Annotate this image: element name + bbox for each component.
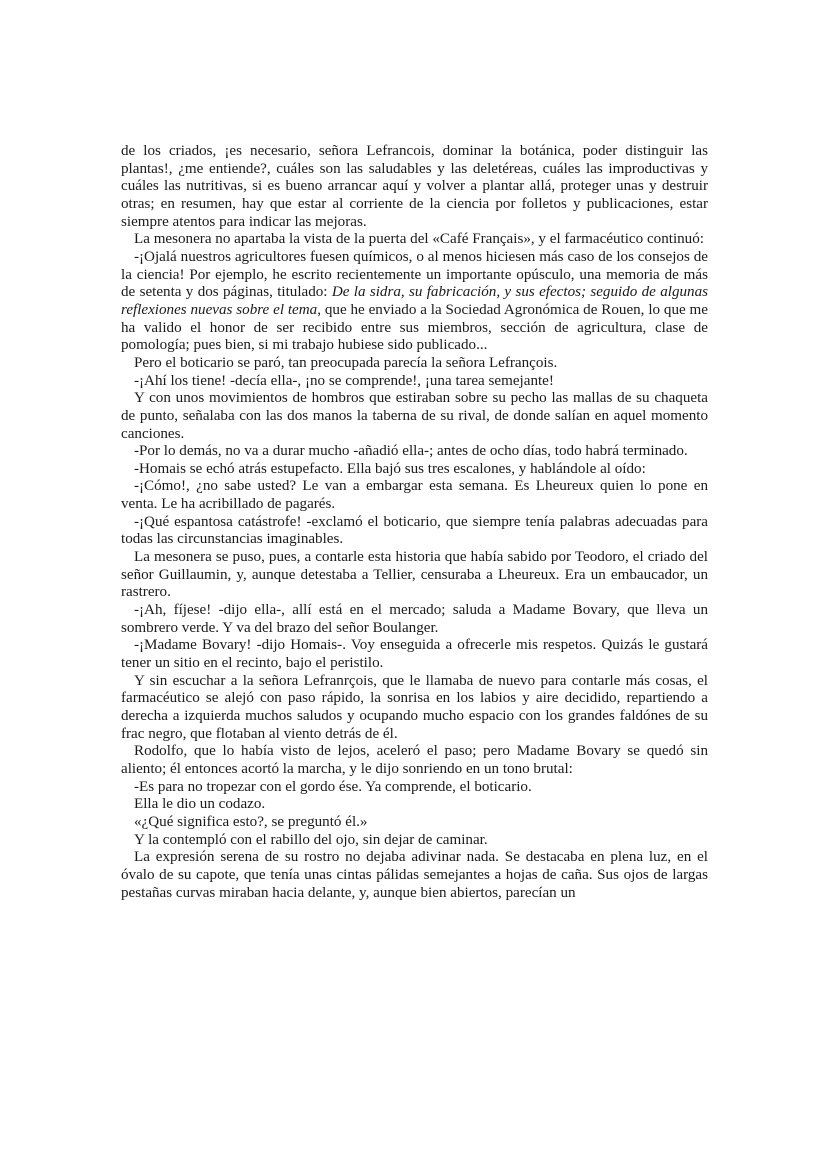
paragraph: Rodolfo, que lo había visto de lejos, aceleró el paso; pero Madame Bovary se quedó sin aliento; él entonces acortó la marcha, y le dijo sonriendo en un tono brutal:	[121, 743, 708, 777]
paragraph-with-italic-title	[121, 249, 708, 355]
paragraph: -¡Madame Bovary! -dijo Homais-. Voy enseguida a ofrecerle mis respetos. Quizás le gustará tener un sitio en el recinto, bajo el peristilo.	[121, 637, 708, 672]
paragraph: -¡Qué espantosa catástrofe! -exclamó el boticario, que siempre tenía palabras adecuadas para todas las circunstancias imaginables.	[121, 513, 708, 548]
paragraph: Ella le dio un codazo.	[134, 796, 266, 813]
paragraph: -Por lo demás, no va a durar mucho -añadió ella-; antes de ocho días, todo habrá terminado.	[134, 443, 688, 460]
paragraph: «¿Qué significa esto?, se preguntó él.»	[134, 813, 368, 830]
paragraph: Y la contempló con el rabillo del ojo, sin dejar de caminar.	[134, 831, 488, 848]
paragraph: Y con unos movimientos de hombros que estiraban sobre su pecho las mallas de su chaqueta de punto, señalaba con las dos manos la taberna de su rival, de donde salían en aquel momento canciones.	[121, 390, 708, 442]
paragraph: Y sin escuchar a la señora Lefranrçois, que le llamaba de nuevo para contarle más cosas, el farmacéutico se alejó con paso rápido, la sonrisa en los labios y aire decidido, repartiendo a derecha a izquierda muchos saludos y ocupando mucho espacio con los grandes faldónes de su frac negro, que flotaban al viento detrás de él.	[121, 672, 708, 742]
paragraph-text-lead: -¡Ojalá nuestros agricultores fuesen químicos, o al menos hiciesen más caso de los consejos de la ciencia! Por ejemplo, he escrito recientemente un importante opúsculo, una memoria de más de setenta y dos páginas, titulado:	[121, 248, 708, 301]
paragraph: -Es para no tropezar con el gordo ése. Ya comprende, el boticario.	[134, 778, 532, 795]
italic-work-title: De la sidra, su fabricación, y sus efectos; seguido de algunas reflexiones nuevas sobre el tema	[121, 284, 709, 318]
paragraph: La mesonera se puso, pues, a contarle esta historia que había sabido por Teodoro, el criado del señor Guillaumin, y, aunque detestaba a Tellier, censuraba a Lheureux. Era un embaucador, un rastrero.	[121, 549, 708, 601]
body-text-column	[121, 143, 708, 902]
paragraph: de los criados, ¡es necesario, señora Lefrancois, dominar la botánica, poder distinguir las plantas!, ¿me entiende?, cuáles son las saludables y las deletéreas, cuáles las improductivas y cuáles las nutritivas, si es bueno arrancar aquí y volver a plantar allá, proteger unas y destruir otras; en resumen, hay que estar al corriente de la ciencia por folletos y publicaciones, estar siempre atentos para indicar las mejoras.	[121, 143, 708, 230]
paragraph: -Homais se echó atrás estupefacto. Ella bajó sus tres escalones, y hablándole al oído:	[134, 460, 646, 477]
paragraph: Pero el boticario se paró, tan preocupada parecía la señora Lefrançois.	[134, 354, 558, 371]
paragraph: La mesonera no apartaba la vista de la puerta del «Café Français», y el farmacéutico continuó:	[134, 231, 704, 248]
paragraph-text-tail: , que he enviado a la Sociedad Agronómica de Rouen, lo que me ha valido el honor de ser recibido entre sus miembros, sección de agricultura, clase de pomología; pues bien, si mi trabajo hubiese sido publicado...	[121, 301, 708, 354]
paragraph: -¡Cómo!, ¿no sabe usted? Le van a embargar esta semana. Es Lheureux quien lo pone en venta. Le ha acribillado de pagarés.	[121, 478, 708, 513]
paragraph: La expresión serena de su rostro no dejaba adivinar nada. Se destacaba en plena luz, en el óvalo de su capote, que tenía unas cintas pálidas semejantes a hojas de caña. Sus ojos de largas pestañas curvas miraban hacia delante, y, aunque bien abiertos, parecían un	[121, 849, 708, 901]
paragraph: -¡Ah, fíjese! -dijo ella-, allí está en el mercado; saluda a Madame Bovary, que lleva un sombrero verde. Y va del brazo del señor Boulanger.	[121, 602, 708, 636]
paragraph: -¡Ahí los tiene! -decía ella-, ¡no se comprende!, ¡una tarea semejante!	[134, 372, 554, 389]
